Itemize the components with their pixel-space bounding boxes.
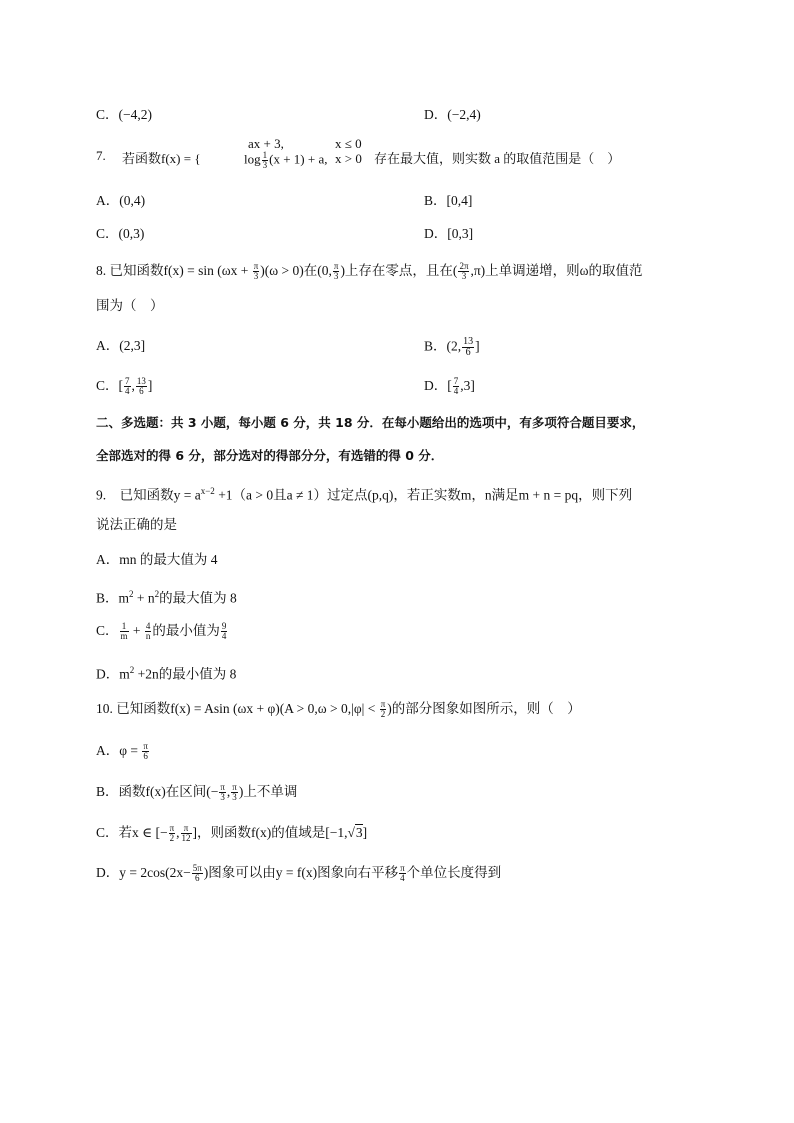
q10-optc-mid: ]，则函数f(x)的值域是[−1,√ bbox=[192, 825, 355, 840]
q7-option-b: B．[0,4] bbox=[424, 193, 473, 208]
q9-optc-plus: + bbox=[129, 623, 144, 638]
q10-optc-frac1 bbox=[169, 824, 176, 843]
q8-optc-den2: 6 bbox=[139, 386, 144, 397]
q9-optb-mid: + n bbox=[133, 590, 155, 606]
q8-optc-frac2 bbox=[136, 377, 147, 396]
q7-log-text: log bbox=[244, 151, 261, 167]
q8-optb-frac bbox=[462, 337, 474, 358]
q10-optb-pre: B．函数f(x)在区间(− bbox=[96, 784, 219, 799]
q9-optd-pre: D．m bbox=[96, 666, 130, 682]
q7-number: 7. bbox=[96, 148, 106, 163]
q9-option-a: A．mn 的最大值为 4 bbox=[96, 552, 218, 567]
q10-optc-comma: , bbox=[176, 825, 180, 840]
q10-optb-den2: 3 bbox=[232, 792, 237, 803]
q10-part1: 10. 已知函数f(x) = Asin (ωx + φ)(A > 0,ω > 0,|φ| < bbox=[96, 701, 379, 716]
q9-option-b bbox=[96, 585, 237, 608]
q8-optb-den: 6 bbox=[465, 347, 471, 358]
q7-case2-cond: x > 0 bbox=[335, 151, 362, 166]
q10-optd-num2: π bbox=[400, 863, 405, 874]
q9-optb-post: 的最大值为 8 bbox=[159, 590, 237, 606]
q10-optb-num2: π bbox=[232, 782, 237, 793]
q8-frac1-num: π bbox=[253, 261, 259, 272]
q8-frac3 bbox=[458, 262, 469, 281]
q8-frac3-den: 3 bbox=[461, 271, 467, 282]
q10-optc-pre: C．若x ∈ [− bbox=[96, 825, 168, 840]
q7-log-base-num: 1 bbox=[262, 150, 268, 160]
q10-optd-den2: 4 bbox=[400, 873, 405, 884]
q10-opta-frac bbox=[142, 742, 149, 761]
q8-optd-den: 4 bbox=[453, 386, 459, 397]
q9-optc-den1: m bbox=[120, 631, 128, 642]
q8-optc-pre: C．[ bbox=[96, 378, 123, 393]
q10-option-d bbox=[96, 864, 501, 883]
q7-option-d: D．[0,3] bbox=[424, 226, 474, 241]
q10-optc-num2: π bbox=[181, 824, 192, 834]
q10-optb-frac1 bbox=[219, 783, 226, 802]
q10-optc-post: ] bbox=[362, 825, 368, 840]
q10-option-a bbox=[96, 742, 150, 761]
q10-optd-frac2 bbox=[399, 864, 406, 883]
q10-optd-post: 个单位长度得到 bbox=[406, 865, 502, 880]
q8-option-d bbox=[424, 377, 475, 396]
q10-optb-comma: , bbox=[226, 784, 231, 799]
q8-optc-frac1 bbox=[124, 377, 131, 396]
q8-frac2-den: 3 bbox=[333, 271, 339, 282]
q7-lead: 若函数f(x) = { bbox=[122, 151, 201, 166]
q10-optc-root: 3 bbox=[355, 825, 363, 840]
q9-optc-den3: 4 bbox=[221, 631, 227, 642]
q8-option-a: A．(2,3] bbox=[96, 338, 146, 353]
q9-optc-frac1 bbox=[120, 622, 129, 641]
q10-optb-den1: 3 bbox=[220, 792, 225, 803]
q10-optd-mid: )图象可以由y = f(x)图象向右平移 bbox=[203, 865, 399, 880]
q10-stem bbox=[96, 700, 581, 719]
q10-opta-num: π bbox=[143, 741, 148, 752]
q6-option-c: C．(−4,2) bbox=[96, 107, 152, 122]
q8-part4: ,π)上单调递增，则ω的取值范 bbox=[470, 263, 643, 278]
q10-optc-den1: 2 bbox=[169, 833, 175, 844]
q10-optc-den2: 12 bbox=[181, 833, 191, 844]
q9-option-d bbox=[96, 661, 236, 684]
q9-optb-sq2: 2 bbox=[154, 589, 160, 599]
q10-frac-den: 2 bbox=[380, 709, 386, 720]
q6-option-d: D．(−2,4) bbox=[424, 107, 481, 122]
q10-opta-den: 6 bbox=[143, 751, 148, 762]
q8-part1: 8. 已知函数f(x) = sin (ωx + bbox=[96, 263, 252, 278]
q9-optc-den2: n bbox=[145, 631, 151, 642]
q8-frac3-num: 2π bbox=[459, 261, 469, 272]
q9-exponent: x−2 bbox=[200, 486, 215, 496]
q10-optb-frac2 bbox=[231, 783, 238, 802]
q8-optd-frac bbox=[453, 377, 460, 396]
q8-part2: )(ω > 0)在(0, bbox=[260, 263, 332, 278]
q8-option-c: C．[ $\frac{7}{4}$ , $\frac{13}{6}$ ] bbox=[96, 376, 153, 397]
q9-optd-post: +2n的最小值为 8 bbox=[134, 666, 237, 682]
q7-log-rest: (x + 1) + a, bbox=[269, 151, 328, 167]
q9-part1: 9. 已知函数y = a bbox=[96, 487, 201, 503]
q10-option-c bbox=[96, 824, 367, 843]
q9-optd-sq: 2 bbox=[129, 665, 135, 675]
q8-part3: )上存在零点，且在( bbox=[340, 263, 458, 278]
q10-part2: )的部分图象如图所示，则（ ） bbox=[387, 701, 581, 716]
q8-optd-post: ,3] bbox=[460, 378, 475, 393]
q7-option-a: A．(0,4) bbox=[96, 193, 146, 208]
q9-optc-frac2 bbox=[145, 622, 152, 641]
q8-optb-post: ] bbox=[475, 338, 480, 354]
q10-optb-num1: π bbox=[220, 782, 225, 793]
q10-optd-frac1 bbox=[192, 864, 203, 883]
q7-case1-cond: x ≤ 0 bbox=[335, 136, 362, 151]
q10-optb-post: )上不单调 bbox=[238, 784, 298, 799]
q9-optc-num2: 4 bbox=[145, 621, 151, 632]
section2-instructions-line1: 二、多选题：共 3 小题，每小题 6 分，共 18 分．在每小题给出的选项中，有多项符合题目要求， bbox=[96, 415, 645, 430]
q10-optc-num1: π bbox=[169, 823, 175, 834]
q8-optd-pre: D．[ bbox=[424, 378, 452, 393]
q8-frac1 bbox=[253, 262, 260, 281]
q8-stem-line2: 围为（ ） bbox=[96, 298, 164, 313]
q10-optd-pre: D．y = 2cos(2x− bbox=[96, 865, 191, 880]
q7-option-c: C．(0,3) bbox=[96, 226, 145, 241]
q9-optc-num1: 1 bbox=[120, 622, 129, 632]
q8-optc-num2: 13 bbox=[136, 376, 146, 387]
q10-frac-num: π bbox=[380, 699, 386, 710]
q7-tail: 存在最大值，则实数 a 的取值范围是（ ） bbox=[374, 151, 621, 166]
q8-frac2-num: π bbox=[333, 261, 339, 272]
q9-option-c bbox=[96, 622, 228, 641]
q10-opta-pre: A．φ = bbox=[96, 743, 142, 758]
q8-optc-num1: 7 bbox=[125, 376, 130, 387]
q9-optc-num3: 9 bbox=[221, 621, 227, 632]
q9-optc-frac3 bbox=[221, 622, 228, 641]
q8-optc-post: ] bbox=[147, 378, 153, 393]
q10-optd-den1: 6 bbox=[194, 873, 200, 884]
q8-optd-num: 7 bbox=[453, 376, 459, 387]
q9-stem-line2: 说法正确的是 bbox=[96, 517, 177, 532]
q8-option-b bbox=[424, 337, 480, 358]
q8-optc-den1: 4 bbox=[125, 386, 130, 397]
q10-frac bbox=[380, 700, 387, 719]
q8-stem-line1 bbox=[96, 262, 643, 281]
q7-case2-log bbox=[244, 151, 327, 170]
q9-stem-line1 bbox=[96, 482, 632, 505]
q7-log-base-den: 3 bbox=[262, 160, 268, 170]
q10-option-b bbox=[96, 783, 297, 802]
q10-optc-frac2 bbox=[181, 824, 192, 843]
q8-optb-pre: B．(2, bbox=[424, 338, 462, 354]
section2-instructions-line2: 全部选对的得 6 分，部分选对的得部分分，有选错的得 0 分． bbox=[96, 448, 444, 463]
q9-part2: +1（a > 0且a ≠ 1）过定点(p,q)，若正实数m，n满足m + n = pq，则下列 bbox=[214, 487, 633, 503]
q10-optd-num1: 5π bbox=[192, 863, 202, 874]
q7-log-base bbox=[262, 151, 269, 170]
q7-case1-expr: ax + 3, bbox=[248, 136, 284, 151]
q9-optc-pre: C． bbox=[96, 623, 119, 638]
q9-optb-pre: B．m bbox=[96, 590, 130, 606]
q9-optb-sq1: 2 bbox=[129, 589, 134, 599]
q7-stem bbox=[96, 136, 696, 178]
q9-optc-mid: 的最小值为 bbox=[152, 623, 220, 638]
q8-optb-num: 13 bbox=[463, 336, 474, 347]
q8-frac2 bbox=[333, 262, 340, 281]
q8-frac1-den: 3 bbox=[253, 271, 259, 282]
